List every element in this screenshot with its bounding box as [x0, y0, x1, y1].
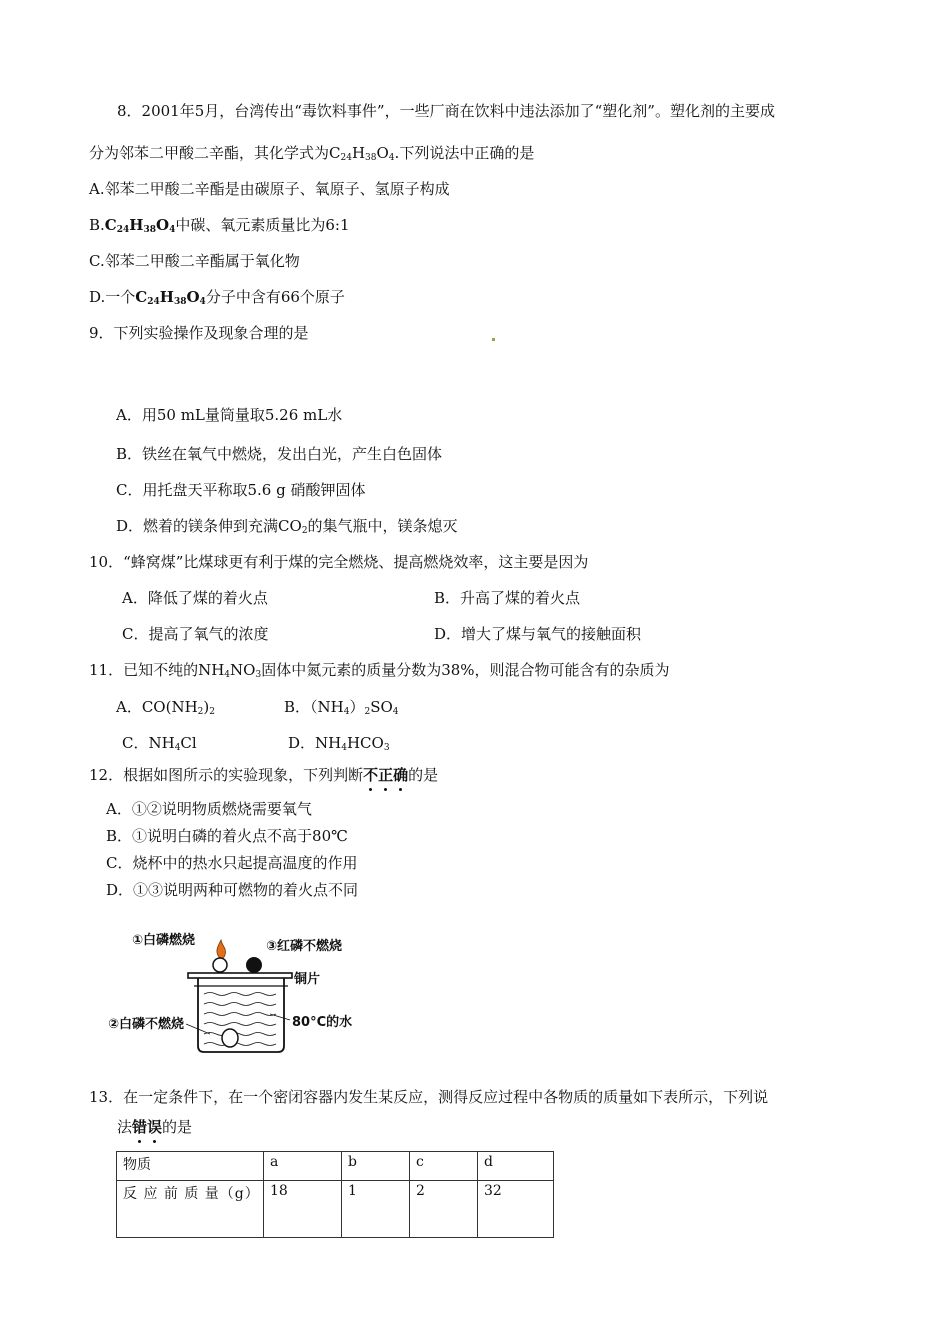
- table-header-row: [117, 1152, 554, 1181]
- beaker: [198, 978, 284, 1052]
- table-cell: 2: [410, 1181, 478, 1238]
- q8-stem-line1: 8．2001年5月，台湾传出“毒饮料事件”，一些厂商在饮料中违法添加了“塑化剂”。塑化剂的主要成: [117, 102, 775, 120]
- figure-label-hot-water: 80°C的水: [292, 1015, 353, 1030]
- table-row: [117, 1181, 554, 1238]
- q10-option-d: D．增大了煤与氧气的接触面积: [434, 625, 642, 643]
- q12-option-d: D．①③说明两种可燃物的着火点不同: [106, 881, 359, 899]
- figure-label-white-phosphorus-burning: ①白磷燃烧: [132, 933, 196, 948]
- water-waves: [204, 993, 276, 1046]
- q10-option-b: B．升高了煤的着火点: [434, 589, 581, 607]
- table-cell: 1: [342, 1181, 410, 1238]
- emphasis-char: 误: [147, 1118, 163, 1136]
- q8-option-a: A.邻苯二甲酸二辛酯是由碳原子、氧原子、氢原子构成: [89, 180, 450, 198]
- emphasis-char: 不: [363, 766, 379, 784]
- table-header-cell: b: [342, 1152, 410, 1181]
- q9-option-d: D．燃着的镁条伸到充满$CO_2$的集气瓶中，镁条熄灭: [116, 517, 458, 536]
- q11-stem: 11．已知不纯的$NH_4NO_3$固体中氮元素的质量分数为38%，则混合物可能含有的杂质为: [89, 661, 670, 680]
- q11-option-c: C．$NH_4Cl$: [122, 734, 197, 753]
- emphasis-char: 错: [132, 1118, 148, 1136]
- q8-option-b: $B.C_{24}H_{38}O_4$中碳、氧元素质量比为6:1: [89, 216, 350, 235]
- q10-option-c: C．提高了氧气的浓度: [122, 625, 269, 643]
- q8-option-c: C.邻苯二甲酸二辛酯属于氧化物: [89, 252, 300, 270]
- figure-label-white-phosphorus-underwater: ②白磷不燃烧: [108, 1017, 185, 1032]
- q13-stem-line2: 法错误的是: [117, 1118, 193, 1136]
- q12-option-b: B．①说明白磷的着火点不高于80℃: [106, 827, 348, 845]
- q12-stem: 12．根据如图所示的实验现象，下列判断不正确的是: [89, 766, 439, 784]
- white-phosphorus-top: [213, 958, 227, 972]
- red-phosphorus: [247, 958, 262, 973]
- white-phosphorus-underwater: [222, 1029, 238, 1047]
- q13-stem-line1: 13．在一定条件下，在一个密闭容器内发生某反应，测得反应过程中各物质的质量如下表所示，下列说: [89, 1088, 769, 1106]
- q11-option-a: A．$CO(NH_2)_2$: [116, 698, 215, 717]
- q10-option-a: A．降低了煤的着火点: [122, 589, 268, 607]
- table-header-cell: c: [410, 1152, 478, 1181]
- table-cell: 18: [264, 1181, 342, 1238]
- q12-option-a: A．①②说明物质燃烧需要氧气: [106, 800, 312, 818]
- q9-option-a: A．用50 mL量筒量取5.26 mL水: [116, 406, 343, 424]
- copper-sheet: [188, 973, 292, 978]
- experiment-figure: [100, 928, 380, 1056]
- leader-line: [270, 1014, 290, 1020]
- table-cell: 32: [478, 1181, 554, 1238]
- flame-icon: [217, 940, 226, 958]
- figure-label-copper-sheet: 铜片: [294, 972, 321, 987]
- q11-option-d: D．$NH_4HCO_3$: [288, 734, 390, 753]
- figure-label-red-phosphorus: ③红磷不燃烧: [266, 939, 343, 954]
- q11-option-b: B．$(NH_4)_2SO_4$: [284, 698, 399, 717]
- q8-stem-line2: 分为邻苯二甲酸二辛酯，其化学式为$C_{24}H_{38}O_4$.下列说法中正确的是: [89, 144, 535, 163]
- q12-option-c: C．烧杯中的热水只起提高温度的作用: [106, 854, 358, 872]
- table-header-cell: d: [478, 1152, 554, 1181]
- table-row-label: 反 应 前 质 量（g）: [117, 1181, 264, 1238]
- q8-option-d: D.一个$C_{24}H_{38}O_4$分子中含有66个原子: [89, 288, 345, 307]
- table-header-cell: a: [264, 1152, 342, 1181]
- q9-stem: 9．下列实验操作及现象合理的是: [89, 324, 309, 342]
- mass-table: [116, 1151, 554, 1238]
- emphasis-char: 正: [378, 766, 394, 784]
- stray-mark: [492, 338, 495, 341]
- emphasis-char: 确: [393, 766, 409, 784]
- q9-option-c: C．用托盘天平称取5.6 g 硝酸钾固体: [116, 481, 366, 499]
- q9-option-b: B．铁丝在氧气中燃烧，发出白光，产生白色固体: [116, 445, 443, 463]
- q10-stem: 10．“蜂窝煤”比煤球更有利于煤的完全燃烧、提高燃烧效率，这主要是因为: [89, 553, 589, 571]
- table-header-cell: 物质: [117, 1152, 264, 1181]
